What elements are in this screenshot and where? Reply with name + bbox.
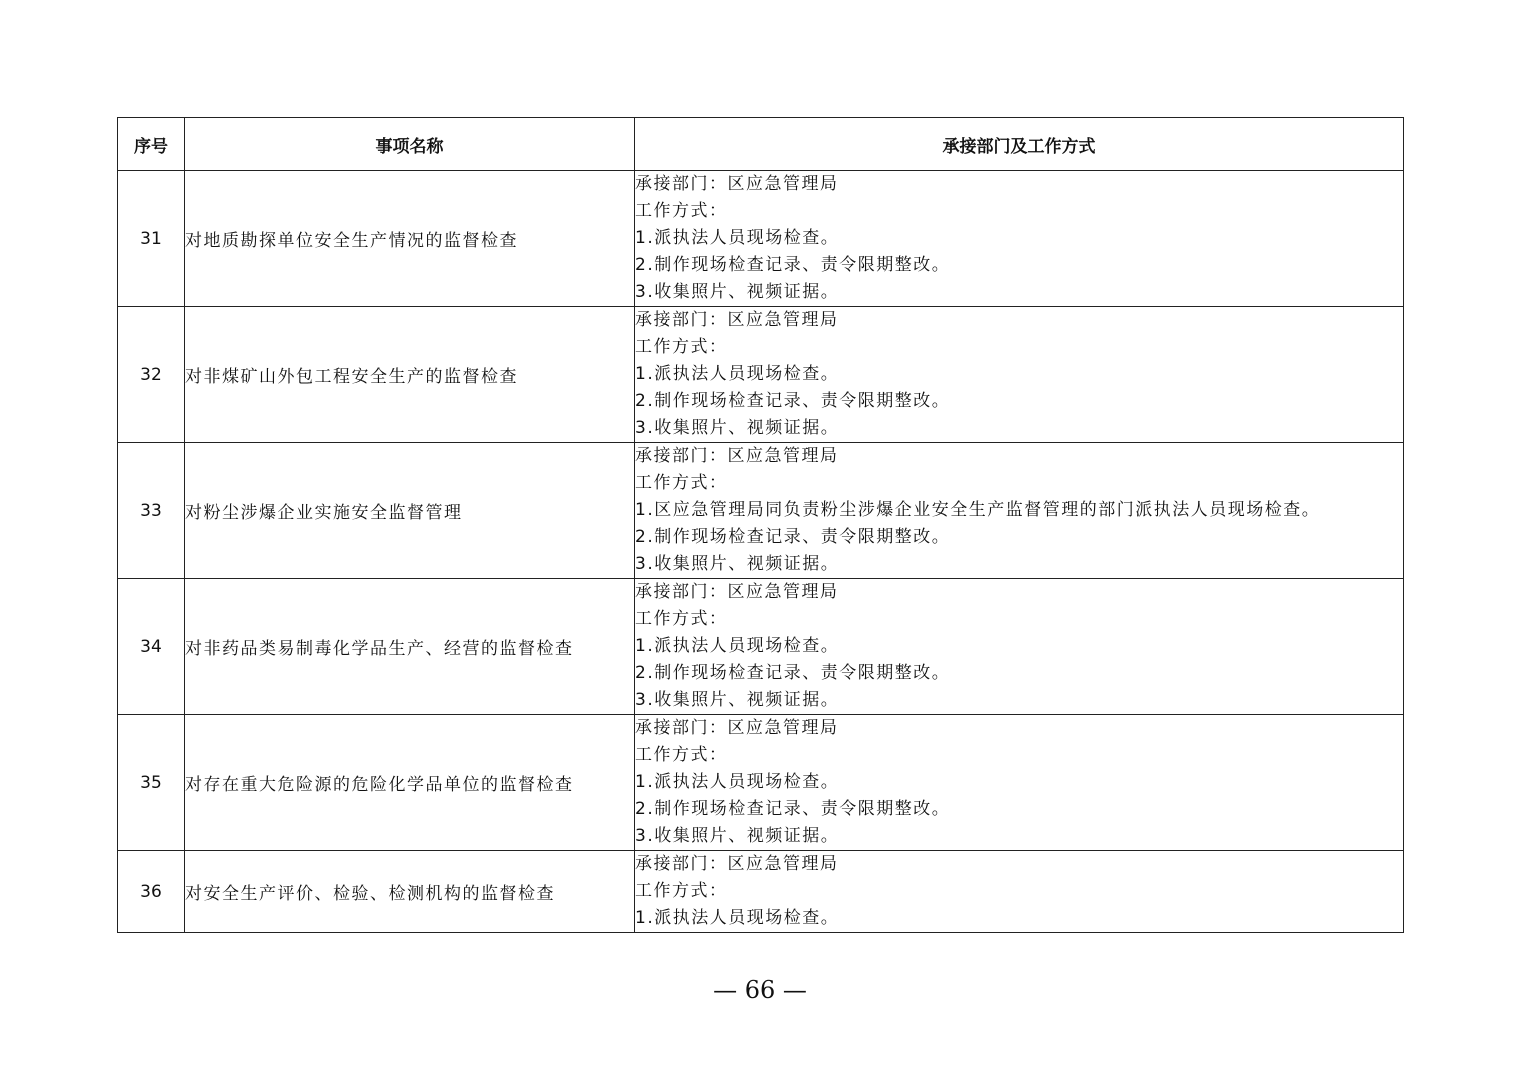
method-line: 1.派执法人员现场检查。 [635,908,840,928]
dept-method-cell [635,443,1404,579]
table-row [118,443,1404,579]
method-line: 工作方式： [635,337,728,357]
header-seq: 序号 [118,118,185,171]
method-line: 1.派执法人员现场检查。 [635,228,840,248]
method-line: 工作方式： [635,201,728,221]
row-number: 32 [118,307,185,443]
row-number: 33 [118,443,185,579]
method-line: 承接部门：区应急管理局 [635,310,839,330]
method-line: 2.制作现场检查记录、责令限期整改。 [635,799,951,819]
dept-method-cell [635,715,1404,851]
method-line: 工作方式： [635,745,728,765]
item-name: 对安全生产评价、检验、检测机构的监督检查 [185,851,635,933]
row-number: 36 [118,851,185,933]
row-number: 34 [118,579,185,715]
method-line: 3.收集照片、视频证据。 [635,418,840,438]
header-dept-method: 承接部门及工作方式 [635,118,1404,171]
method-line: 3.收集照片、视频证据。 [635,282,840,302]
dept-method-cell [635,171,1404,307]
dept-method-cell [635,307,1404,443]
table-row [118,715,1404,851]
item-name: 对地质勘探单位安全生产情况的监督检查 [185,171,635,307]
dept-method-cell [635,851,1404,933]
item-name: 对存在重大危险源的危险化学品单位的监督检查 [185,715,635,851]
row-number: 35 [118,715,185,851]
table-header-row [118,118,1404,171]
header-item-name: 事项名称 [185,118,635,171]
method-line: 3.收集照片、视频证据。 [635,554,840,574]
dept-method-cell [635,579,1404,715]
table-row [118,579,1404,715]
method-line: 承接部门：区应急管理局 [635,718,839,738]
table-row [118,307,1404,443]
row-number: 31 [118,171,185,307]
method-line: 承接部门：区应急管理局 [635,174,839,194]
method-line: 工作方式： [635,881,728,901]
method-line: 2.制作现场检查记录、责令限期整改。 [635,391,951,411]
method-line: 1.派执法人员现场检查。 [635,364,840,384]
matters-table [117,117,1404,933]
page-number: — 66 — [713,976,807,1004]
method-line: 1.派执法人员现场检查。 [635,772,840,792]
method-line: 3.收集照片、视频证据。 [635,690,840,710]
item-name: 对粉尘涉爆企业实施安全监督管理 [185,443,635,579]
method-line: 3.收集照片、视频证据。 [635,826,840,846]
method-line: 1.派执法人员现场检查。 [635,636,840,656]
item-name: 对非煤矿山外包工程安全生产的监督检查 [185,307,635,443]
method-line: 承接部门：区应急管理局 [635,582,839,602]
method-line: 承接部门：区应急管理局 [635,446,839,466]
table-row [118,851,1404,933]
table-row [118,171,1404,307]
method-line: 工作方式： [635,609,728,629]
method-line: 承接部门：区应急管理局 [635,854,839,874]
method-line: 工作方式： [635,473,728,493]
method-line: 1.区应急管理局同负责粉尘涉爆企业安全生产监督管理的部门派执法人员现场检查。 [635,500,1321,520]
item-name: 对非药品类易制毒化学品生产、经营的监督检查 [185,579,635,715]
method-line: 2.制作现场检查记录、责令限期整改。 [635,527,951,547]
method-line: 2.制作现场检查记录、责令限期整改。 [635,663,951,683]
method-line: 2.制作现场检查记录、责令限期整改。 [635,255,951,275]
